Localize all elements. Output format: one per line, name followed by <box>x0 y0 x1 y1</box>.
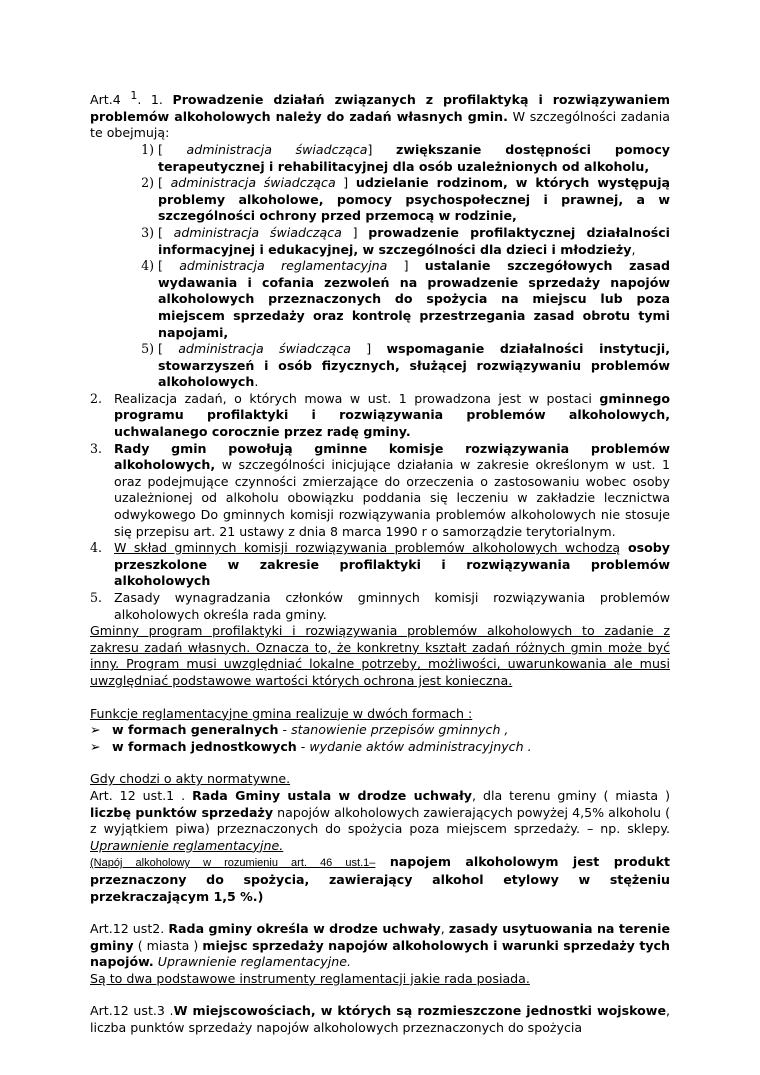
acts-intro: Gdy chodzi o akty normatywne. <box>90 771 291 787</box>
bracket-open: [ <box>158 224 174 240</box>
paragraph-bold: osoby przeszkolone w zakresie profilaktyki i rozwiązywania problemów alkoholowych <box>114 540 670 589</box>
art12-text: , <box>440 921 449 937</box>
task-category: administracja świadcząca <box>186 141 368 157</box>
task-number: 5) <box>141 341 154 357</box>
functions-intro: Funkcje reglamentacyjne gmina realizuje w dwóch formach : <box>90 705 473 721</box>
program-note: Gminny program profilaktyki i rozwiązywania problemów alkoholowych to zadanie z zakresu zadań własnych. Oznacza to, że konkretny kształt zadań różnych gmin może być inny. Program musi uwzględniać lokalne potrzeby, możliwości, uwarunkowania ale musi uwzględniać podstawowe wartości których ochrona jest konieczna. <box>90 623 670 688</box>
function-item <box>90 722 670 739</box>
function-sep: - <box>296 738 310 754</box>
document-page <box>90 88 670 1037</box>
paragraph-text: Zasady wynagradzania członków gminnych komisji rozwiązywania problemów alkoholowych określa rada gminy. <box>114 590 670 622</box>
task-item <box>90 341 670 391</box>
task-category: administracja świadcząca <box>173 224 342 240</box>
bracket-close: ] <box>367 141 396 157</box>
function-form: w formach generalnych <box>112 722 279 738</box>
task-body <box>158 258 670 341</box>
task-body <box>158 175 670 225</box>
paragraph-bold: Rady gmin powołują gminne komisje rozwiązywania problemów alkoholowych, <box>114 440 670 473</box>
art4-paragraph-2 <box>90 391 670 441</box>
bracket-close: ] <box>335 175 356 191</box>
list-number: 5. <box>90 590 103 605</box>
bracket-open: [ <box>158 258 180 274</box>
article-number: Art.12 ust2. <box>90 921 169 937</box>
task-tail: . <box>254 374 259 390</box>
arrow-bullet-icon: ➢ <box>90 722 101 738</box>
art4-paragraph-3 <box>90 441 670 541</box>
function-sep: - <box>278 722 292 738</box>
function-desc: wydanie aktów administracyjnych . <box>309 738 532 754</box>
art12-ust1 <box>90 788 670 854</box>
article-number: Art. 12 ust.1 . <box>90 787 193 803</box>
task-text: udzielanie rodzinom, w których występują problemy alkoholowe, pomocy psychospołecznej i prawnej, a w szczególności ochrony przed przemocą w rodzinie, <box>158 175 671 224</box>
paragraph-text: Realizacja zadań, o których mowa w ust. 1 prowadzona jest w postaci <box>114 390 600 406</box>
task-item <box>90 175 670 225</box>
definition-text: napojem alkoholowym jest produkt przeznaczony do spożycia, zawierający alkohol etylowy w stężeniu przekraczającym 1,5 %.) <box>90 854 670 904</box>
functions-list <box>90 722 670 755</box>
paragraph-body <box>114 540 670 590</box>
paragraph-underlined: W skład gminnych komisji rozwiązywania problemów alkoholowych wchodzą <box>114 540 621 556</box>
function-desc: stanowienie przepisów gminnych , <box>291 722 509 738</box>
art12-italic: Uprawnienie reglamentacyjne. <box>90 837 284 853</box>
art12-bold: zasady usytuowania na terenie gminy <box>90 921 670 953</box>
paragraph-body <box>114 391 670 441</box>
task-text: wspomaganie działalności instytucji, stowarzyszeń i osób fizycznych, służącej rozwiązywaniu problemów alkoholowych <box>158 341 671 390</box>
art4-lead-rest: W szczególności zadania te obejmują: <box>90 108 670 141</box>
art4-lead-bold: Prowadzenie działań związanych z profilaktyką i rozwiązywaniem problemów alkoholowych należy do zadań własnych gmin. <box>90 92 670 124</box>
art12-bold: Rada Gminy ustala w drodze uchwały <box>192 787 473 803</box>
task-number: 1) <box>141 141 154 157</box>
task-list <box>90 142 670 391</box>
art12-text: , dla terenu gminy ( miasta ) <box>472 787 670 803</box>
bracket-open: [ <box>158 175 171 191</box>
art12-ust2 <box>90 921 670 971</box>
art12-bold: W miejscowościach, w których są rozmieszczone jednostki wojskowe <box>173 1003 666 1019</box>
task-body <box>158 142 670 175</box>
task-number: 3) <box>141 224 154 240</box>
list-number: 3. <box>90 440 103 456</box>
task-body <box>158 225 670 258</box>
list-number: 2. <box>90 390 103 406</box>
art4-paragraph-5 <box>90 590 670 623</box>
paragraph-text: w szczególności inicjujące działania w zakresie określonym w ust. 1 oraz podejmujące czynności zmierzające do orzeczenia o zastosowaniu wobec osoby uzależnionej od alkoholu obowiązku poddania się leczeniu w zakładzie lecznictwa odwykowego Do gminnych komisji rozwiązywania problemów alkoholowych nie stosuje się przepisu art. 21 ustawy z dnia 8 marca 1990 r o samorządzie terytorialnym. <box>114 457 670 539</box>
function-form: w formach jednostkowych <box>112 738 297 754</box>
task-category: administracja świadcząca <box>170 175 336 191</box>
function-body <box>112 722 508 739</box>
function-body <box>112 739 532 756</box>
definition-note <box>90 854 670 905</box>
task-category: administracja reglamentacyjna <box>179 258 388 274</box>
art12-text: ( miasta ) <box>133 937 203 953</box>
art12-bold: liczbę punktów sprzedaży <box>90 804 274 820</box>
art12-bold: miejsc sprzedaży napojów alkoholowych i warunki sprzedaży tych napojów. <box>90 937 670 970</box>
task-category: administracja świadcząca <box>178 341 351 357</box>
task-item <box>90 225 670 258</box>
footnote-mark: 1 <box>130 89 138 102</box>
arrow-bullet-icon: ➢ <box>90 738 101 754</box>
function-item <box>90 739 670 756</box>
task-tail: , <box>631 241 636 257</box>
art4-lead <box>90 88 670 142</box>
task-text: zwiększanie dostępności pomocy terapeutycznej i rehabilitacyjnej dla osób uzależnionych od alkoholu, <box>158 141 670 174</box>
task-item <box>90 142 670 175</box>
bracket-close: ] <box>341 224 369 240</box>
article-number: Art.12 ust.3 . <box>90 1003 174 1019</box>
art12-text: napojów alkoholowych zawierających powyżej 4,5% alkoholu ( z wyjątkiem piwa) przeznaczonych do spożycia poza miejscem sprzedaży. – np. sklepy. <box>90 804 670 837</box>
task-text: ustalanie szczegółowych zasad wydawania i cofania zezwoleń na prowadzenie sprzedaży napojów alkoholowych przeznaczonych do spożycia na miejscu lub poza miejscem sprzedaży oraz kontrolę przestrzegania zasad obrotu tymi napojami, <box>158 258 670 340</box>
art12-bold: Rada gminy określa w drodze uchwały <box>168 921 441 937</box>
task-text: prowadzenie profilaktycznej działalności informacyjnej i edukacyjnej, w szczególności dla dzieci i młodzieży <box>158 224 670 257</box>
bracket-open: [ <box>158 341 179 357</box>
task-number: 4) <box>141 258 154 274</box>
paragraph-bold: gminnego programu profilaktyki i rozwiązywania problemów alkoholowych, uchwalanego corocznie przez radę gminy. <box>114 390 670 440</box>
task-item <box>90 258 670 341</box>
bracket-close: ] <box>387 258 425 274</box>
art12-text: , liczba punktów sprzedaży napojów alkoholowych przeznaczonych do spożycia <box>90 1003 671 1036</box>
task-body <box>158 341 670 391</box>
bracket-close: ] <box>350 341 387 357</box>
instruments-note: Są to dwa podstawowe instrumenty reglamentacji jakie rada posiada. <box>90 970 530 986</box>
art4-paragraph-4 <box>90 540 670 590</box>
paragraph-body <box>114 441 670 541</box>
article-number: Art.4 <box>90 92 121 108</box>
task-number: 2) <box>141 175 154 191</box>
art12-ust3 <box>90 1003 670 1036</box>
article-paragraph-number: . 1. <box>137 92 163 108</box>
list-number: 4. <box>90 540 103 556</box>
bracket-open: [ <box>158 141 187 157</box>
art12-italic: Uprawnienie reglamentacyjne. <box>153 954 351 970</box>
definition-source: (Napój alkoholowy w rozumieniu art. 46 ust.1– <box>90 857 376 870</box>
